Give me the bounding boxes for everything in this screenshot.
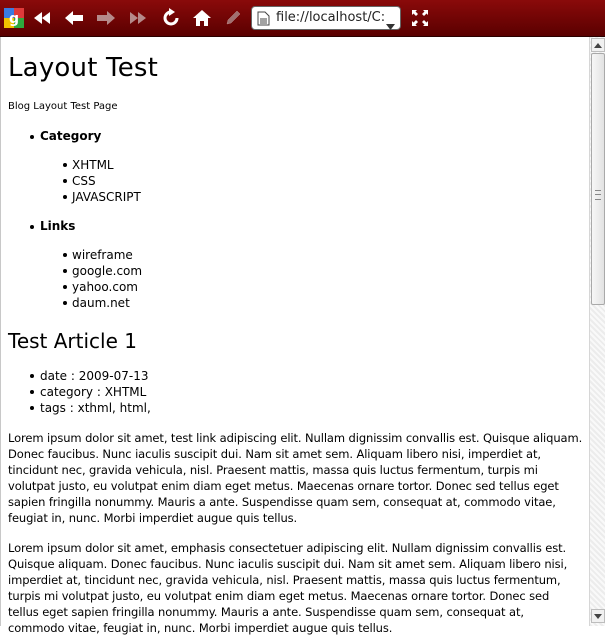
category-item-css[interactable]: CSS [72, 173, 141, 189]
scrollbar-thumb[interactable] [591, 53, 605, 305]
link-item-daum[interactable]: daum.net [72, 295, 142, 311]
google-g-icon[interactable] [3, 7, 25, 29]
grip-icon [595, 190, 601, 200]
pencil-icon[interactable] [222, 7, 244, 29]
article-category: category : XHTML [40, 384, 151, 400]
scroll-down-icon[interactable] [591, 609, 605, 623]
rewind-icon[interactable] [31, 7, 53, 29]
link-item-yahoo[interactable]: yahoo.com [72, 279, 142, 295]
page-subtitle: Blog Layout Test Page [8, 101, 118, 112]
svg-text:g: g [8, 11, 20, 27]
article-paragraph: Lorem ipsum dolor sit amet, test link adipiscing elit. Nullam dignissim convallis est. Quisque aliquam. Donec faucibus. Nunc iaculis suscipit dui. Nam sit amet sem. Aliquam libero nisi, imperdiet at, tincidunt nec, gravida vehicula, nisl. Praesent mattis, massa quis luctus fermentum, turpis mi volutpat justo, eu volutpat enim diam eget metus. Maecenas ornare tortor. Donec sed tellus eget sapien fringilla nonummy. Mauris a ante. Suspendisse quam sem, consequat at, commodo vitae, feugiat in, nunc. Morbi imperdiet augue quis tellus. [8, 431, 583, 525]
nav-section-label: Category [40, 129, 102, 143]
article-title: Test Article 1 [8, 329, 137, 353]
page-viewport [0, 37, 605, 635]
home-icon[interactable] [191, 7, 213, 29]
page-title: Layout Test [8, 53, 159, 83]
file-icon [257, 11, 270, 30]
nav-section-label: Links [40, 219, 76, 233]
address-bar[interactable] [251, 6, 401, 30]
article-meta [40, 368, 151, 416]
article-paragraph: Lorem ipsum dolor sit amet, emphasis consectetuer adipiscing elit. Nullam dignissim convallis est. Quisque aliquam. Donec faucibus. Nunc iaculis suscipit dui. Nam sit amet sem. Aliquam libero nisi, imperdiet at, tincidunt nec, gravida vehicula, nisl. Praesent mattis, massa quis luctus fermentum, turpis mi volutpat justo, eu volutpat enim diam eget metus. Maecenas ornare tortor. Donec sed tellus eget sapien fringilla nonummy. Mauris a ante. Suspendisse quam sem, consequat at, commodo vitae, feugiat in, nunc. Morbi imperdiet augue quis tellus. [8, 541, 568, 635]
chevron-down-icon[interactable] [386, 15, 395, 34]
category-list [72, 157, 141, 205]
category-item-javascript[interactable]: JAVASCRIPT [72, 190, 141, 204]
nav-section-category [40, 129, 101, 143]
reload-icon[interactable] [160, 7, 182, 29]
link-item-wireframe[interactable]: wireframe [72, 247, 142, 263]
link-item-google[interactable]: google.com [72, 264, 143, 278]
address-url[interactable]: file://localhost/C: [276, 10, 386, 25]
vertical-scrollbar[interactable] [589, 37, 605, 626]
nav-section-links [40, 219, 75, 233]
browser-toolbar [0, 0, 605, 37]
article-tags: tags : xthml, html, [40, 401, 151, 415]
fast-forward-icon[interactable] [127, 7, 149, 29]
page-content [1, 37, 589, 635]
forward-arrow-icon[interactable] [95, 7, 117, 29]
category-item-xhtml[interactable]: XHTML [72, 157, 141, 173]
links-list [72, 247, 142, 311]
back-arrow-icon[interactable] [63, 7, 85, 29]
article-date: date : 2009-07-13 [40, 368, 151, 384]
fullscreen-icon[interactable] [409, 7, 431, 29]
scroll-up-icon[interactable] [591, 38, 605, 52]
